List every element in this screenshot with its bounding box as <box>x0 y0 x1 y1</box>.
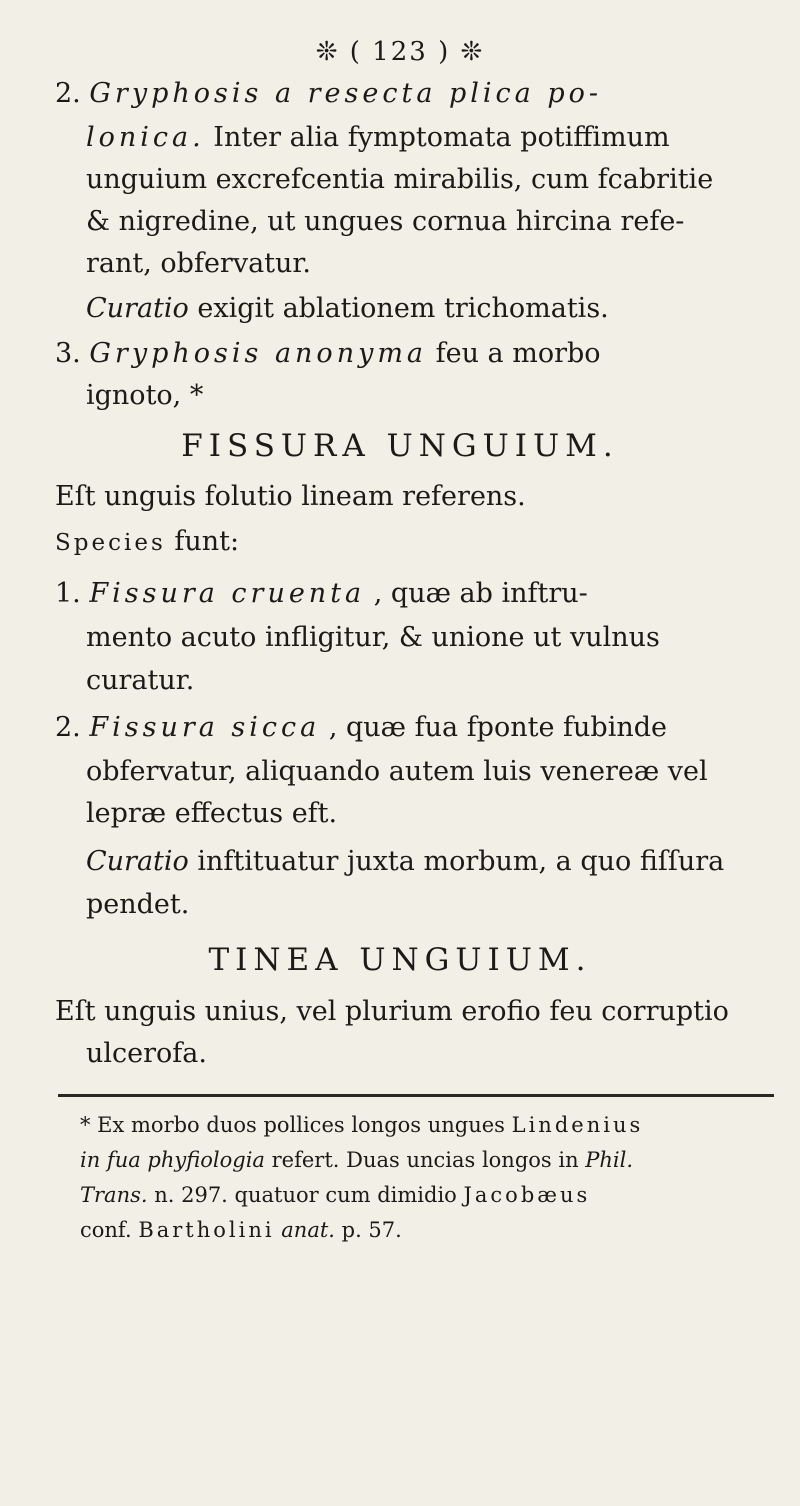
species-label: Species <box>55 530 166 556</box>
entry-number: 2. <box>55 78 81 109</box>
footnote-text: conf. <box>80 1218 139 1242</box>
species-line <box>55 528 239 555</box>
entry-line <box>55 80 602 107</box>
footnote-line <box>80 1115 643 1136</box>
footnote-author: Jacobæus <box>463 1183 591 1207</box>
entry-text: Inter alia fymptomata potiffimum <box>204 122 670 153</box>
footnote-work: in fua phyfiologia <box>80 1148 265 1172</box>
paragraph-text: Eſt unguis unius, vel plurium erofio feu corruptio <box>55 996 729 1027</box>
entry-line <box>55 340 601 367</box>
entry-title: Gryphosis anonyma <box>89 338 428 369</box>
page-number: ❊ ( 123 ) ❊ <box>315 37 485 67</box>
footnote-rule <box>58 1094 774 1097</box>
entry-text: rant, obfervatur. <box>86 248 311 279</box>
footnote-author: Bartholini <box>138 1218 275 1242</box>
curatio-text: inftituatur juxta morbum, a quo fiſſura <box>188 846 725 877</box>
curatio-text: exigit ablationem trichomatis. <box>188 293 609 324</box>
footnote-work: anat. <box>274 1218 335 1242</box>
footnote-line <box>80 1220 402 1241</box>
entry-title: Fissura sicca <box>89 712 321 743</box>
entry-number: 1. <box>55 578 81 609</box>
entry-text: feu a morbo <box>427 338 601 369</box>
curatio-label: Curatio <box>86 846 189 877</box>
entry-text: obfervatur, aliquando autem luis venereæ vel <box>86 756 708 787</box>
footnote-text: * Ex morbo duos pollices longos ungues <box>80 1113 512 1137</box>
entry-title: lonica. <box>86 122 205 153</box>
footnote-line <box>80 1150 633 1171</box>
entry-text: unguium excrefcentia mirabilis, cum fcabritie <box>86 164 714 195</box>
entry-text: ignoto, * <box>86 380 204 411</box>
section-heading: FISSURA UNGUIUM. <box>181 428 619 464</box>
footnote-author: Lindenius <box>511 1113 644 1137</box>
entry-number: 3. <box>55 338 81 369</box>
curatio-label: Curatio <box>86 293 189 324</box>
entry-text: , quæ ab inftru- <box>365 578 588 609</box>
footnote-text: n. 297. quatuor cum dimidio <box>147 1183 464 1207</box>
paragraph-text: ulcerofa. <box>86 1038 207 1069</box>
curatio-line <box>86 295 609 322</box>
footnote-work: Trans. <box>80 1183 148 1207</box>
footnote-work: Phil. <box>585 1148 634 1172</box>
section-heading: TINEA UNGUIUM. <box>208 942 592 978</box>
species-text: funt: <box>165 526 240 557</box>
footnote-line <box>80 1185 590 1206</box>
entry-text: curatur. <box>86 665 195 696</box>
footnote-text: p. 57. <box>334 1218 402 1242</box>
entry-title: Gryphosis a resecta plica po- <box>89 78 603 109</box>
definition-text: Eſt unguis folutio lineam referens. <box>55 481 526 512</box>
entry-text: lepræ effectus eft. <box>86 798 338 829</box>
entry-line <box>55 714 667 741</box>
curatio-line <box>86 848 724 875</box>
entry-text: & nigredine, ut ungues cornua hircina refe- <box>86 206 685 237</box>
footnote-text: refert. Duas uncias longos in <box>264 1148 586 1172</box>
entry-number: 2. <box>55 712 81 743</box>
entry-text: mento acuto infligitur, & unione ut vulnus <box>86 622 660 653</box>
curatio-text: pendet. <box>86 889 190 920</box>
entry-line <box>55 580 588 607</box>
entry-text: , quæ fua fponte fubinde <box>320 712 667 743</box>
entry-title: Fissura cruenta <box>89 578 366 609</box>
entry-line <box>86 124 670 151</box>
